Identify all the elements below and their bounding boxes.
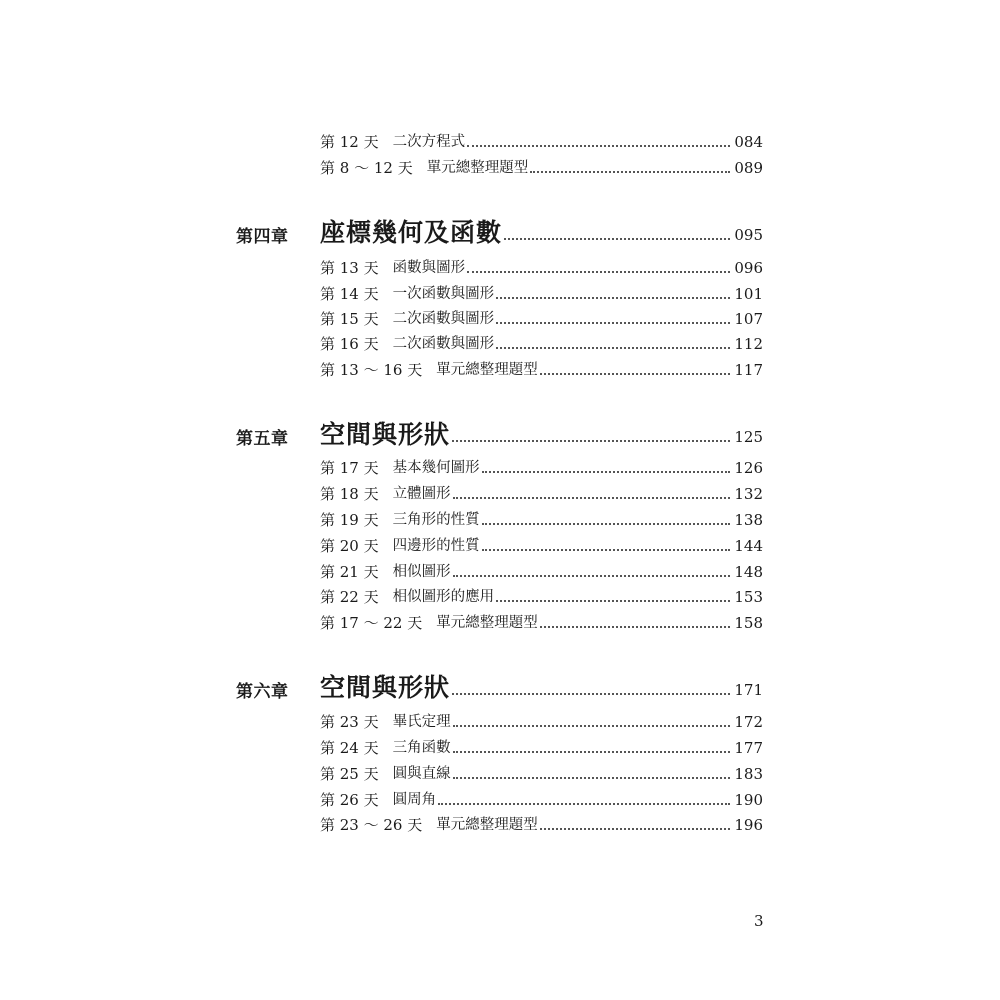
toc-entry[interactable] bbox=[320, 710, 763, 732]
toc-entry[interactable] bbox=[320, 282, 763, 304]
toc-entry-day: 第 14 天 bbox=[320, 285, 379, 303]
toc-entry-day: 第 25 天 bbox=[320, 765, 379, 783]
toc-entry[interactable] bbox=[320, 560, 763, 582]
toc-entry-day: 第 23 ～ 26 天 bbox=[320, 816, 423, 834]
toc-entry-title: 圓與直線 bbox=[392, 766, 451, 782]
toc-entry-day: 第 18 天 bbox=[320, 485, 379, 503]
toc-entry[interactable] bbox=[320, 534, 763, 556]
toc-entry-title: 單元總整理題型 bbox=[436, 362, 538, 378]
toc-entry-title: 基本幾何圖形 bbox=[392, 460, 480, 476]
toc-entry-day: 第 21 天 bbox=[320, 563, 379, 581]
toc-entry-title: 畢氏定理 bbox=[392, 714, 451, 730]
dot-leader bbox=[504, 238, 730, 240]
chapter-label: 第五章 bbox=[236, 429, 289, 449]
chapter-title: 空間與形狀 bbox=[320, 673, 451, 702]
toc-entry-title: 一次函數與圖形 bbox=[392, 286, 495, 302]
toc-entry-page: 096 bbox=[734, 259, 763, 277]
toc-entry-page: 132 bbox=[734, 485, 763, 503]
dot-leader bbox=[540, 626, 731, 628]
chapter-page: 171 bbox=[734, 681, 763, 699]
toc-entry-title: 三角形的性質 bbox=[392, 512, 480, 528]
toc-entry-title: 二次函數與圖形 bbox=[392, 336, 495, 352]
toc-entry-page: 190 bbox=[734, 791, 763, 809]
toc-entry-page: 144 bbox=[734, 537, 763, 555]
toc-entry-day: 第 24 天 bbox=[320, 739, 379, 757]
toc-entry-title: 單元總整理題型 bbox=[436, 615, 538, 631]
toc-entry-page: 177 bbox=[734, 739, 763, 757]
dot-leader bbox=[482, 523, 731, 525]
chapter-heading[interactable] bbox=[320, 214, 763, 248]
toc-entry-title: 圓周角 bbox=[392, 792, 437, 808]
toc-entry-page: 183 bbox=[734, 765, 763, 783]
toc-entry[interactable] bbox=[320, 256, 763, 278]
toc-entry-page: 107 bbox=[734, 310, 763, 328]
toc-entry-day: 第 23 天 bbox=[320, 713, 379, 731]
toc-entry[interactable] bbox=[320, 307, 763, 329]
toc-entry-page: 117 bbox=[734, 361, 763, 379]
chapter-heading[interactable] bbox=[320, 669, 763, 703]
toc-entry[interactable] bbox=[320, 736, 763, 758]
toc-entry-page: 089 bbox=[734, 159, 763, 177]
toc-entry-title: 單元總整理題型 bbox=[426, 160, 529, 176]
toc-entry[interactable] bbox=[320, 456, 763, 478]
toc-entry-page: 112 bbox=[734, 335, 763, 353]
dot-leader bbox=[496, 322, 730, 324]
dot-leader bbox=[467, 145, 730, 147]
toc-entry-day: 第 15 天 bbox=[320, 310, 379, 328]
toc-entry-title: 四邊形的性質 bbox=[392, 538, 480, 554]
dot-leader bbox=[453, 751, 731, 753]
toc-entry[interactable] bbox=[320, 813, 763, 835]
dot-leader bbox=[452, 440, 730, 442]
dot-leader bbox=[438, 803, 730, 805]
toc-entry[interactable] bbox=[320, 130, 763, 152]
toc-entry-page: 172 bbox=[734, 713, 763, 731]
dot-leader bbox=[453, 725, 731, 727]
toc-entry-title: 單元總整理題型 bbox=[436, 817, 538, 833]
toc-entry-day: 第 26 天 bbox=[320, 791, 379, 809]
chapter-page: 125 bbox=[734, 428, 763, 446]
dot-leader bbox=[530, 171, 730, 173]
dot-leader bbox=[452, 693, 730, 695]
chapter-title: 空間與形狀 bbox=[320, 420, 451, 449]
toc-entry[interactable] bbox=[320, 482, 763, 504]
toc-entry-day: 第 17 天 bbox=[320, 459, 379, 477]
dot-leader bbox=[496, 347, 730, 349]
toc-entry-title: 三角函數 bbox=[392, 740, 451, 756]
toc-entry-day: 第 22 天 bbox=[320, 588, 379, 606]
toc-entry-page: 084 bbox=[734, 133, 763, 151]
dot-leader bbox=[467, 271, 730, 273]
toc-entry-page: 101 bbox=[734, 285, 763, 303]
chapter-label: 第四章 bbox=[236, 227, 289, 247]
toc-entry-day: 第 13 天 bbox=[320, 259, 379, 277]
toc-entry-day: 第 16 天 bbox=[320, 335, 379, 353]
toc-entry-title: 相似圖形 bbox=[392, 564, 451, 580]
toc-entry-day: 第 20 天 bbox=[320, 537, 379, 555]
toc-entry-page: 196 bbox=[734, 816, 763, 834]
dot-leader bbox=[482, 471, 731, 473]
toc-entry-page: 148 bbox=[734, 563, 763, 581]
dot-leader bbox=[496, 600, 730, 602]
toc-entry[interactable] bbox=[320, 156, 763, 178]
toc-entry-title: 立體圖形 bbox=[392, 486, 451, 502]
dot-leader bbox=[540, 373, 731, 375]
toc-entry-page: 158 bbox=[734, 614, 763, 632]
toc-entry[interactable] bbox=[320, 788, 763, 810]
toc-entry-title: 二次函數與圖形 bbox=[392, 311, 495, 327]
toc-entry-title: 函數與圖形 bbox=[392, 260, 466, 276]
toc-entry-page: 138 bbox=[734, 511, 763, 529]
toc-entry-day: 第 19 天 bbox=[320, 511, 379, 529]
toc-entry-day: 第 8 ～ 12 天 bbox=[320, 159, 413, 177]
chapter-title: 座標幾何及函數 bbox=[320, 218, 503, 247]
dot-leader bbox=[496, 297, 730, 299]
dot-leader bbox=[540, 828, 731, 830]
toc-entry[interactable] bbox=[320, 585, 763, 607]
dot-leader bbox=[453, 575, 731, 577]
toc-entry-page: 153 bbox=[734, 588, 763, 606]
toc-entry-page: 126 bbox=[734, 459, 763, 477]
toc-entry[interactable] bbox=[320, 332, 763, 354]
toc-entry[interactable] bbox=[320, 611, 763, 633]
dot-leader bbox=[482, 549, 731, 551]
dot-leader bbox=[453, 497, 731, 499]
chapter-page: 095 bbox=[734, 226, 763, 244]
page-number: 3 bbox=[754, 912, 764, 930]
toc-entry[interactable] bbox=[320, 508, 763, 530]
toc-entry-title: 二次方程式 bbox=[392, 134, 466, 150]
toc-entry-title: 相似圖形的應用 bbox=[392, 589, 495, 605]
chapter-label: 第六章 bbox=[236, 682, 289, 702]
toc-entry[interactable] bbox=[320, 358, 763, 380]
toc-entry[interactable] bbox=[320, 762, 763, 784]
toc-entry-day: 第 17 ～ 22 天 bbox=[320, 614, 423, 632]
dot-leader bbox=[453, 777, 731, 779]
chapter-heading[interactable] bbox=[320, 416, 763, 450]
toc-entry-day: 第 13 ～ 16 天 bbox=[320, 361, 423, 379]
toc-entry-day: 第 12 天 bbox=[320, 133, 379, 151]
